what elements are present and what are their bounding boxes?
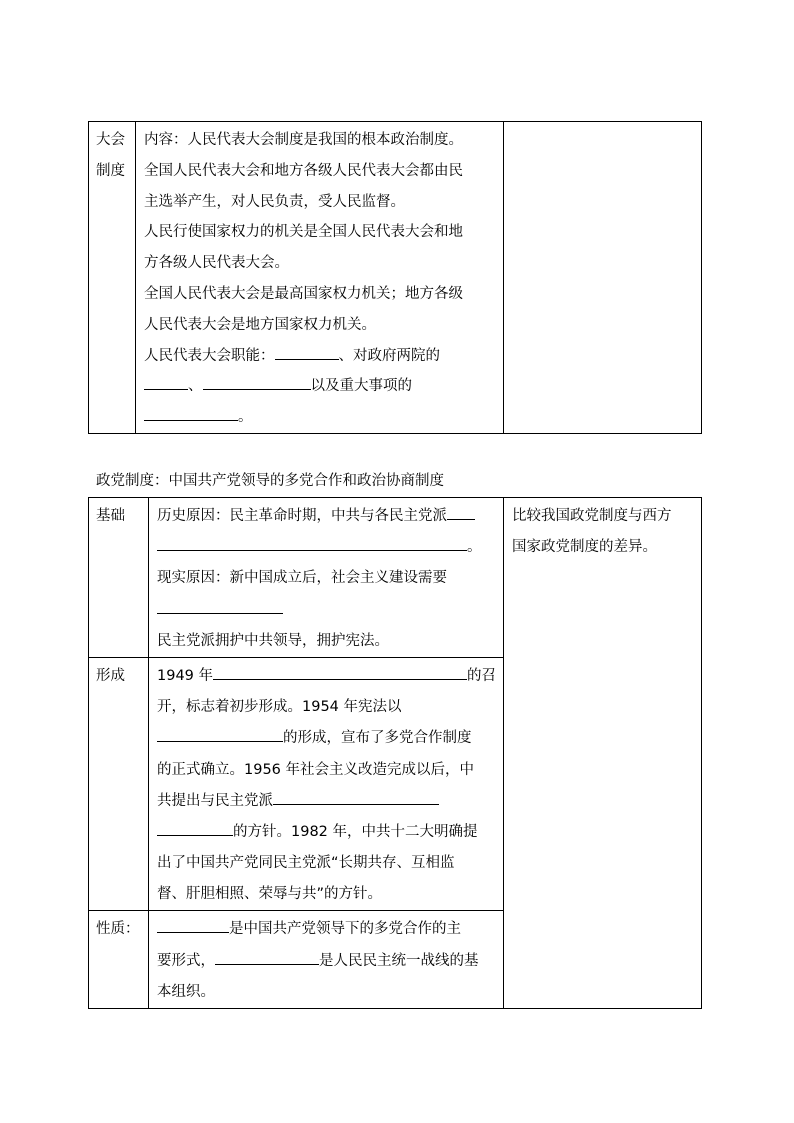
formation-line-7: 出了中国共产党同民主党派“长期共存、互相监	[157, 855, 455, 872]
npc-label-cell	[89, 122, 136, 434]
fill-blank[interactable]	[157, 596, 283, 614]
npc-system-table	[88, 121, 702, 434]
formation-label: 形成	[96, 667, 125, 684]
npc-label-line-2: 制度	[96, 162, 125, 179]
formation-line-1: 1949 年 的召	[157, 661, 495, 692]
npc-content-line: 人民代表大会是地方国家权力机关。	[144, 316, 376, 333]
formation-line-5: 共提出与民主党派	[157, 786, 495, 817]
compare-line-2: 国家政党制度的差异。	[512, 539, 657, 556]
basis-label: 基础	[96, 508, 125, 524]
basis-support-line: 民主党派拥护中共领导，拥护宪法。	[157, 632, 389, 649]
compare-line-1: 比较我国政党制度与西方	[512, 508, 672, 524]
basis-reality-line: 现实原因：新中国成立后，社会主义建设需要	[157, 570, 447, 587]
npc-content-line: 主选举产生，对人民负责，受人民监督。	[144, 193, 405, 210]
basis-history-continued: 。	[157, 532, 495, 563]
basis-history-line: 历史原因：民主革命时期，中共与各民主党派	[157, 501, 495, 532]
basis-label-cell	[89, 498, 149, 658]
formation-line-4: 的正式确立。1956 年社会主义改造完成以后，中	[157, 761, 475, 778]
npc-content-line: 人民行使国家权力的机关是全国人民代表大会和地	[144, 224, 463, 241]
npc-content-line: 全国人民代表大会是最高国家权力机关；地方各级	[144, 285, 463, 302]
fill-blank[interactable]	[273, 787, 439, 805]
npc-content-cell	[136, 122, 504, 434]
fill-blank[interactable]	[157, 915, 229, 933]
fill-blank[interactable]	[447, 502, 475, 520]
formation-label-cell	[89, 657, 149, 911]
formation-line-6: 的方针。1982 年，中共十二大明确提	[157, 817, 495, 848]
fill-blank[interactable]	[144, 372, 188, 390]
nature-line-3: 本组织。	[157, 983, 215, 1000]
npc-functions-line-2: 、 以及重大事项的	[144, 371, 495, 402]
formation-content-cell	[149, 657, 504, 911]
npc-content-line: 方各级人民代表大会。	[144, 255, 289, 272]
nature-label-cell	[89, 911, 149, 1009]
formation-line-3: 的形成，宣布了多党合作制度	[157, 723, 495, 754]
fill-blank[interactable]	[157, 533, 467, 551]
party-system-caption: 政党制度：中国共产党领导的多党合作和政治协商制度	[96, 473, 444, 489]
party-system-table	[88, 497, 702, 1009]
formation-line-2: 开，标志着初步形成。1954 年宪法以	[157, 699, 402, 716]
basis-content-cell	[149, 498, 504, 658]
npc-content-line: 全国人民代表大会和地方各级人民代表大会都由民	[144, 162, 463, 179]
fill-blank[interactable]	[144, 403, 238, 421]
fill-blank[interactable]	[215, 947, 319, 965]
nature-content-cell	[149, 911, 504, 1009]
npc-label-line-1: 大会	[96, 132, 125, 148]
nature-line-1: 是中国共产党领导下的多党合作的主	[157, 914, 495, 945]
fill-blank[interactable]	[203, 372, 311, 390]
fill-blank[interactable]	[157, 724, 283, 742]
npc-notes-cell	[504, 122, 702, 434]
fill-blank[interactable]	[157, 818, 233, 836]
formation-line-8: 督、肝胆相照、荣辱与共”的方针。	[157, 886, 383, 903]
basis-reality-blank-line	[157, 595, 495, 626]
nature-label: 性质：	[96, 921, 140, 938]
npc-functions-line-1: 人民代表大会职能： 、对政府两院的	[144, 341, 495, 372]
fill-blank[interactable]	[275, 342, 339, 360]
npc-functions-line-3: 。	[144, 402, 495, 433]
compare-cell	[504, 498, 702, 1009]
npc-content-line: 内容：人民代表大会制度是我国的根本政治制度。	[144, 132, 463, 148]
nature-line-2: 要形式， 是人民民主统一战线的基	[157, 946, 495, 977]
fill-blank[interactable]	[213, 662, 467, 680]
